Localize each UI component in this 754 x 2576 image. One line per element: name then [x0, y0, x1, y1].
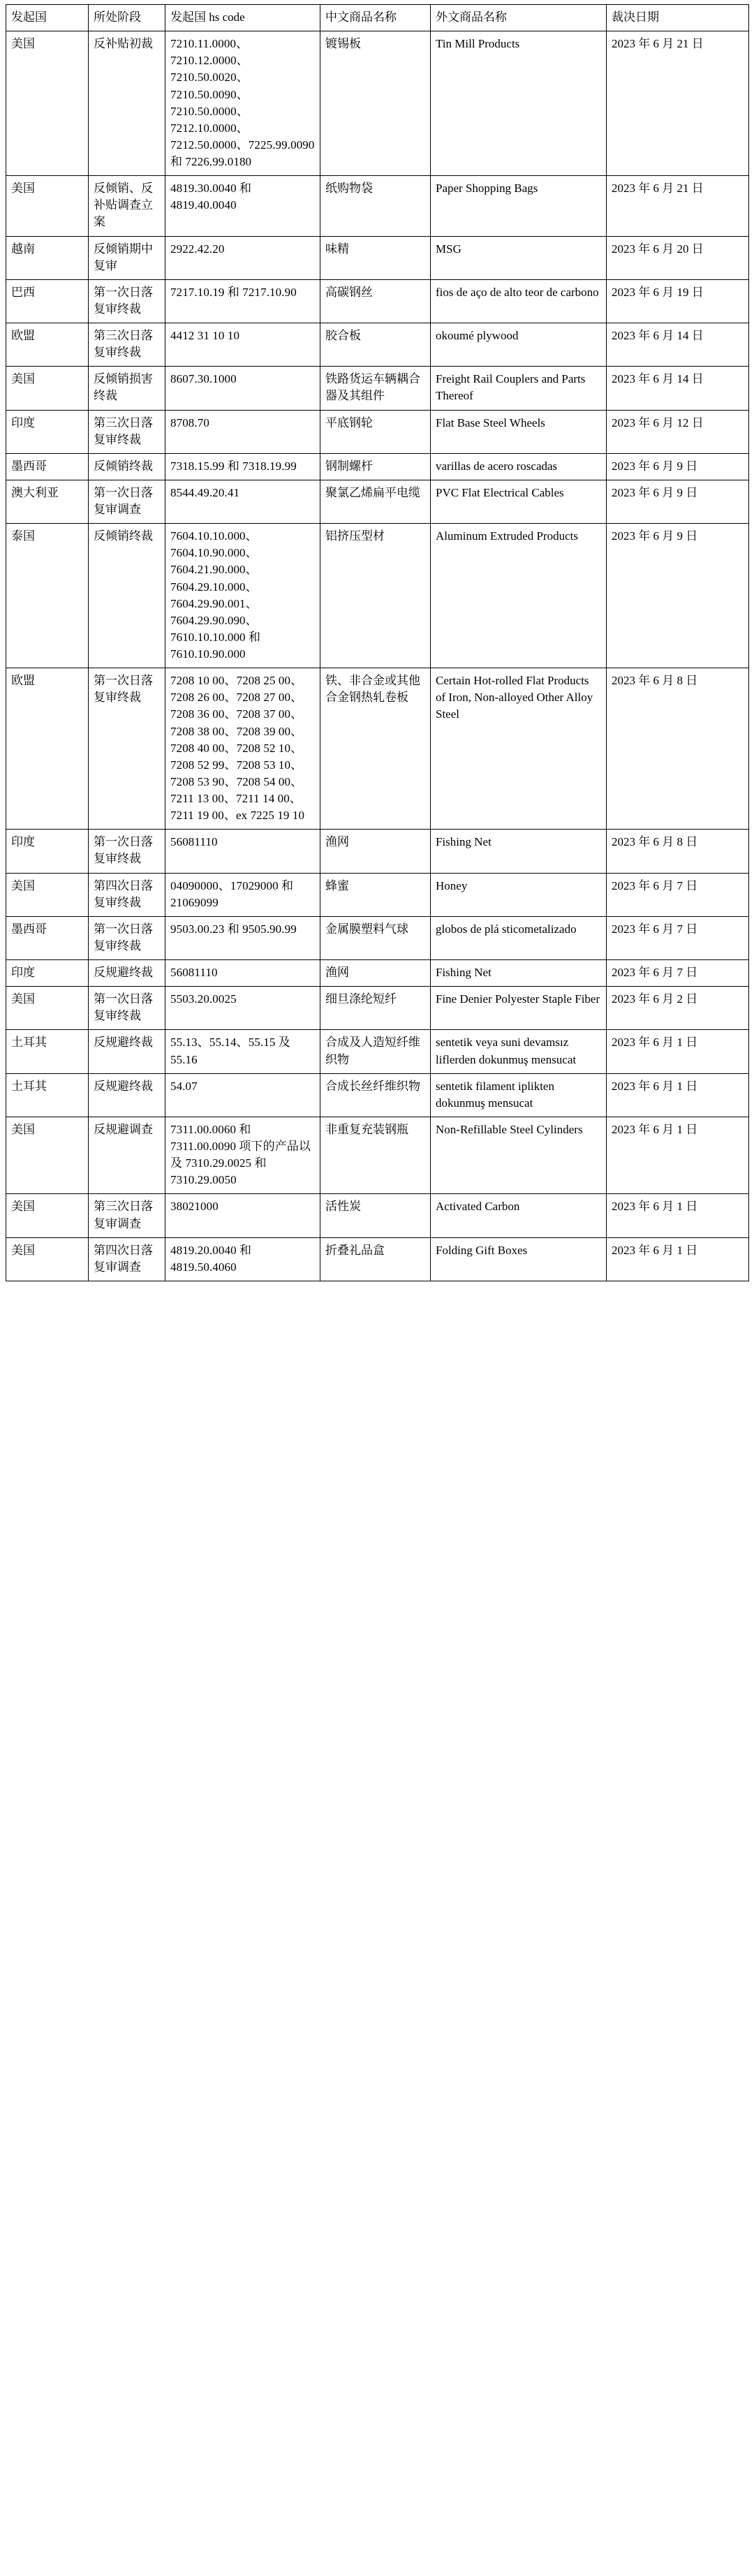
cell-name-cn: 蜂蜜: [320, 873, 431, 916]
cell-name-foreign: Flat Base Steel Wheels: [431, 410, 607, 453]
cell-stage: 第一次日落复审终裁: [89, 916, 165, 959]
cell-hscode: 2922.42.20: [165, 236, 320, 279]
cell-country: 土耳其: [6, 1073, 89, 1117]
column-header-date: 裁决日期: [607, 5, 749, 31]
table-header-row: [6, 5, 749, 31]
cell-name-foreign: fios de aço de alto teor de carbono: [431, 279, 607, 323]
table-row: [6, 323, 749, 367]
cell-name-foreign: sentetik veya suni devamsız liflerden dokunmuş mensucat: [431, 1030, 607, 1073]
cell-country: 印度: [6, 830, 89, 873]
cell-date: 2023 年 6 月 1 日: [607, 1073, 749, 1117]
cell-date: 2023 年 6 月 14 日: [607, 367, 749, 410]
cell-name-cn: 金属膜塑料气球: [320, 916, 431, 959]
cell-name-foreign: Honey: [431, 873, 607, 916]
cell-hscode: 7217.10.19 和 7217.10.90: [165, 279, 320, 323]
cell-date: 2023 年 6 月 8 日: [607, 668, 749, 830]
cell-name-foreign: Certain Hot-rolled Flat Products of Iron, Non-alloyed Other Alloy Steel: [431, 668, 607, 830]
cell-name-cn: 钢制螺杆: [320, 453, 431, 480]
cell-hscode: 4819.30.0040 和 4819.40.0040: [165, 176, 320, 236]
cell-name-cn: 细旦涤纶短纤: [320, 987, 431, 1030]
cell-hscode: 7210.11.0000、7210.12.0000、7210.50.0020、7210.50.0090、7210.50.0000、7212.10.0000、7212.50.0000、7225.99.0090 和 7226.99.0180: [165, 31, 320, 176]
cell-country: 欧盟: [6, 323, 89, 367]
cell-country: 美国: [6, 367, 89, 410]
cell-date: 2023 年 6 月 21 日: [607, 31, 749, 176]
cell-name-cn: 平底钢轮: [320, 410, 431, 453]
table-row: [6, 830, 749, 873]
column-header-country: 发起国: [6, 5, 89, 31]
cell-stage: 反倾销损害终裁: [89, 367, 165, 410]
cell-name-foreign: Freight Rail Couplers and Parts Thereof: [431, 367, 607, 410]
cell-name-cn: 镀锡板: [320, 31, 431, 176]
column-header-name-foreign: 外文商品名称: [431, 5, 607, 31]
cell-hscode: 4412 31 10 10: [165, 323, 320, 367]
cell-name-foreign: MSG: [431, 236, 607, 279]
cell-date: 2023 年 6 月 9 日: [607, 480, 749, 523]
cell-date: 2023 年 6 月 7 日: [607, 960, 749, 987]
cell-date: 2023 年 6 月 1 日: [607, 1117, 749, 1194]
cell-date: 2023 年 6 月 1 日: [607, 1237, 749, 1281]
cell-name-cn: 渔网: [320, 960, 431, 987]
table-row: [6, 916, 749, 959]
cell-stage: 第四次日落复审终裁: [89, 873, 165, 916]
table-body: [6, 31, 749, 1281]
column-header-name-cn: 中文商品名称: [320, 5, 431, 31]
cell-date: 2023 年 6 月 1 日: [607, 1194, 749, 1237]
cell-stage: 反补贴初裁: [89, 31, 165, 176]
column-header-hscode: 发起国 hs code: [165, 5, 320, 31]
table-row: [6, 873, 749, 916]
column-header-stage: 所处阶段: [89, 5, 165, 31]
table-row: [6, 668, 749, 830]
cell-name-foreign: Paper Shopping Bags: [431, 176, 607, 236]
cell-hscode: 56081110: [165, 830, 320, 873]
cell-hscode: 7604.10.10.000、7604.10.90.000、7604.21.90.000、7604.29.10.000、7604.29.90.001、7604.29.90.090、7610.10.10.000 和 7610.10.90.000: [165, 524, 320, 668]
cell-date: 2023 年 6 月 1 日: [607, 1030, 749, 1073]
cell-stage: 第三次日落复审调查: [89, 1194, 165, 1237]
cell-country: 越南: [6, 236, 89, 279]
cell-name-cn: 渔网: [320, 830, 431, 873]
cell-stage: 反规避终裁: [89, 960, 165, 987]
cell-hscode: 8607.30.1000: [165, 367, 320, 410]
cell-date: 2023 年 6 月 21 日: [607, 176, 749, 236]
cell-hscode: 7311.00.0060 和 7311.00.0090 项下的产品以及 7310.29.0025 和 7310.29.0050: [165, 1117, 320, 1194]
table-row: [6, 960, 749, 987]
table-row: [6, 1117, 749, 1194]
cell-stage: 第一次日落复审终裁: [89, 668, 165, 830]
cell-country: 美国: [6, 1194, 89, 1237]
cell-stage: 反倾销终裁: [89, 453, 165, 480]
cell-date: 2023 年 6 月 8 日: [607, 830, 749, 873]
cell-stage: 第一次日落复审终裁: [89, 987, 165, 1030]
cell-name-cn: 聚氯乙烯扁平电缆: [320, 480, 431, 523]
cell-hscode: 8544.49.20.41: [165, 480, 320, 523]
cell-country: 美国: [6, 1117, 89, 1194]
cell-name-cn: 铁路货运车辆耦合器及其组件: [320, 367, 431, 410]
table-row: [6, 279, 749, 323]
cell-name-foreign: globos de plá sticometalizado: [431, 916, 607, 959]
cell-country: 欧盟: [6, 668, 89, 830]
cell-hscode: 55.13、55.14、55.15 及 55.16: [165, 1030, 320, 1073]
cell-country: 墨西哥: [6, 916, 89, 959]
table-row: [6, 176, 749, 236]
table-row: [6, 453, 749, 480]
cell-name-cn: 非重复充装钢瓶: [320, 1117, 431, 1194]
table-row: [6, 480, 749, 523]
cell-date: 2023 年 6 月 9 日: [607, 524, 749, 668]
cell-hscode: 9503.00.23 和 9505.90.99: [165, 916, 320, 959]
trade-remedy-table: [6, 4, 749, 1281]
cell-name-foreign: varillas de acero roscadas: [431, 453, 607, 480]
cell-stage: 第一次日落复审终裁: [89, 830, 165, 873]
cell-name-cn: 折叠礼品盒: [320, 1237, 431, 1281]
cell-name-cn: 高碳钢丝: [320, 279, 431, 323]
cell-name-cn: 纸购物袋: [320, 176, 431, 236]
table-row: [6, 1073, 749, 1117]
cell-stage: 第三次日落复审终裁: [89, 410, 165, 453]
cell-hscode: 4819.20.0040 和 4819.50.4060: [165, 1237, 320, 1281]
cell-country: 土耳其: [6, 1030, 89, 1073]
cell-name-foreign: okoumé plywood: [431, 323, 607, 367]
cell-country: 美国: [6, 176, 89, 236]
cell-hscode: 8708.70: [165, 410, 320, 453]
cell-name-foreign: Folding Gift Boxes: [431, 1237, 607, 1281]
cell-country: 印度: [6, 410, 89, 453]
cell-date: 2023 年 6 月 20 日: [607, 236, 749, 279]
cell-name-foreign: Aluminum Extruded Products: [431, 524, 607, 668]
cell-date: 2023 年 6 月 9 日: [607, 453, 749, 480]
cell-name-foreign: Tin Mill Products: [431, 31, 607, 176]
cell-country: 巴西: [6, 279, 89, 323]
cell-date: 2023 年 6 月 7 日: [607, 916, 749, 959]
cell-date: 2023 年 6 月 7 日: [607, 873, 749, 916]
cell-country: 美国: [6, 987, 89, 1030]
cell-stage: 反规避调查: [89, 1117, 165, 1194]
cell-name-foreign: Fine Denier Polyester Staple Fiber: [431, 987, 607, 1030]
cell-hscode: 56081110: [165, 960, 320, 987]
cell-hscode: 7208 10 00、7208 25 00、7208 26 00、7208 27 00、7208 36 00、7208 37 00、7208 38 00、7208 39 00、7208 40 00、7208 52 10、7208 52 99、7208 53 10、7208 53 90、7208 54 00、7211 13 00、7211 14 00、7211 19 00、ex 7225 19 10: [165, 668, 320, 830]
cell-country: 美国: [6, 873, 89, 916]
cell-country: 墨西哥: [6, 453, 89, 480]
cell-name-cn: 味精: [320, 236, 431, 279]
cell-country: 美国: [6, 31, 89, 176]
cell-name-foreign: sentetik filament iplikten dokunmuş mensucat: [431, 1073, 607, 1117]
cell-stage: 第三次日落复审终裁: [89, 323, 165, 367]
table-row: [6, 1030, 749, 1073]
cell-stage: 反规避终裁: [89, 1030, 165, 1073]
cell-stage: 反倾销、反补贴调查立案: [89, 176, 165, 236]
cell-stage: 反倾销期中复审: [89, 236, 165, 279]
cell-stage: 第四次日落复审调查: [89, 1237, 165, 1281]
cell-hscode: 54.07: [165, 1073, 320, 1117]
cell-hscode: 7318.15.99 和 7318.19.99: [165, 453, 320, 480]
table-row: [6, 1237, 749, 1281]
cell-stage: 第一次日落复审终裁: [89, 279, 165, 323]
cell-name-foreign: Activated Carbon: [431, 1194, 607, 1237]
table-row: [6, 367, 749, 410]
table-row: [6, 410, 749, 453]
cell-hscode: 5503.20.0025: [165, 987, 320, 1030]
cell-name-cn: 合成长丝纤维织物: [320, 1073, 431, 1117]
cell-stage: 反规避终裁: [89, 1073, 165, 1117]
cell-name-foreign: PVC Flat Electrical Cables: [431, 480, 607, 523]
cell-country: 澳大利亚: [6, 480, 89, 523]
cell-country: 泰国: [6, 524, 89, 668]
table-row: [6, 524, 749, 668]
cell-name-foreign: Fishing Net: [431, 830, 607, 873]
cell-name-cn: 胶合板: [320, 323, 431, 367]
cell-name-cn: 活性炭: [320, 1194, 431, 1237]
cell-name-cn: 铁、非合金或其他合金钢热轧卷板: [320, 668, 431, 830]
cell-name-cn: 合成及人造短纤维织物: [320, 1030, 431, 1073]
cell-date: 2023 年 6 月 12 日: [607, 410, 749, 453]
cell-name-foreign: Non-Refillable Steel Cylinders: [431, 1117, 607, 1194]
cell-date: 2023 年 6 月 14 日: [607, 323, 749, 367]
table-row: [6, 987, 749, 1030]
table-row: [6, 236, 749, 279]
table-row: [6, 31, 749, 176]
cell-date: 2023 年 6 月 2 日: [607, 987, 749, 1030]
table-row: [6, 1194, 749, 1237]
cell-date: 2023 年 6 月 19 日: [607, 279, 749, 323]
cell-name-foreign: Fishing Net: [431, 960, 607, 987]
cell-hscode: 04090000、17029000 和 21069099: [165, 873, 320, 916]
cell-country: 美国: [6, 1237, 89, 1281]
cell-hscode: 38021000: [165, 1194, 320, 1237]
cell-name-cn: 铝挤压型材: [320, 524, 431, 668]
cell-stage: 第一次日落复审调查: [89, 480, 165, 523]
cell-stage: 反倾销终裁: [89, 524, 165, 668]
cell-country: 印度: [6, 960, 89, 987]
